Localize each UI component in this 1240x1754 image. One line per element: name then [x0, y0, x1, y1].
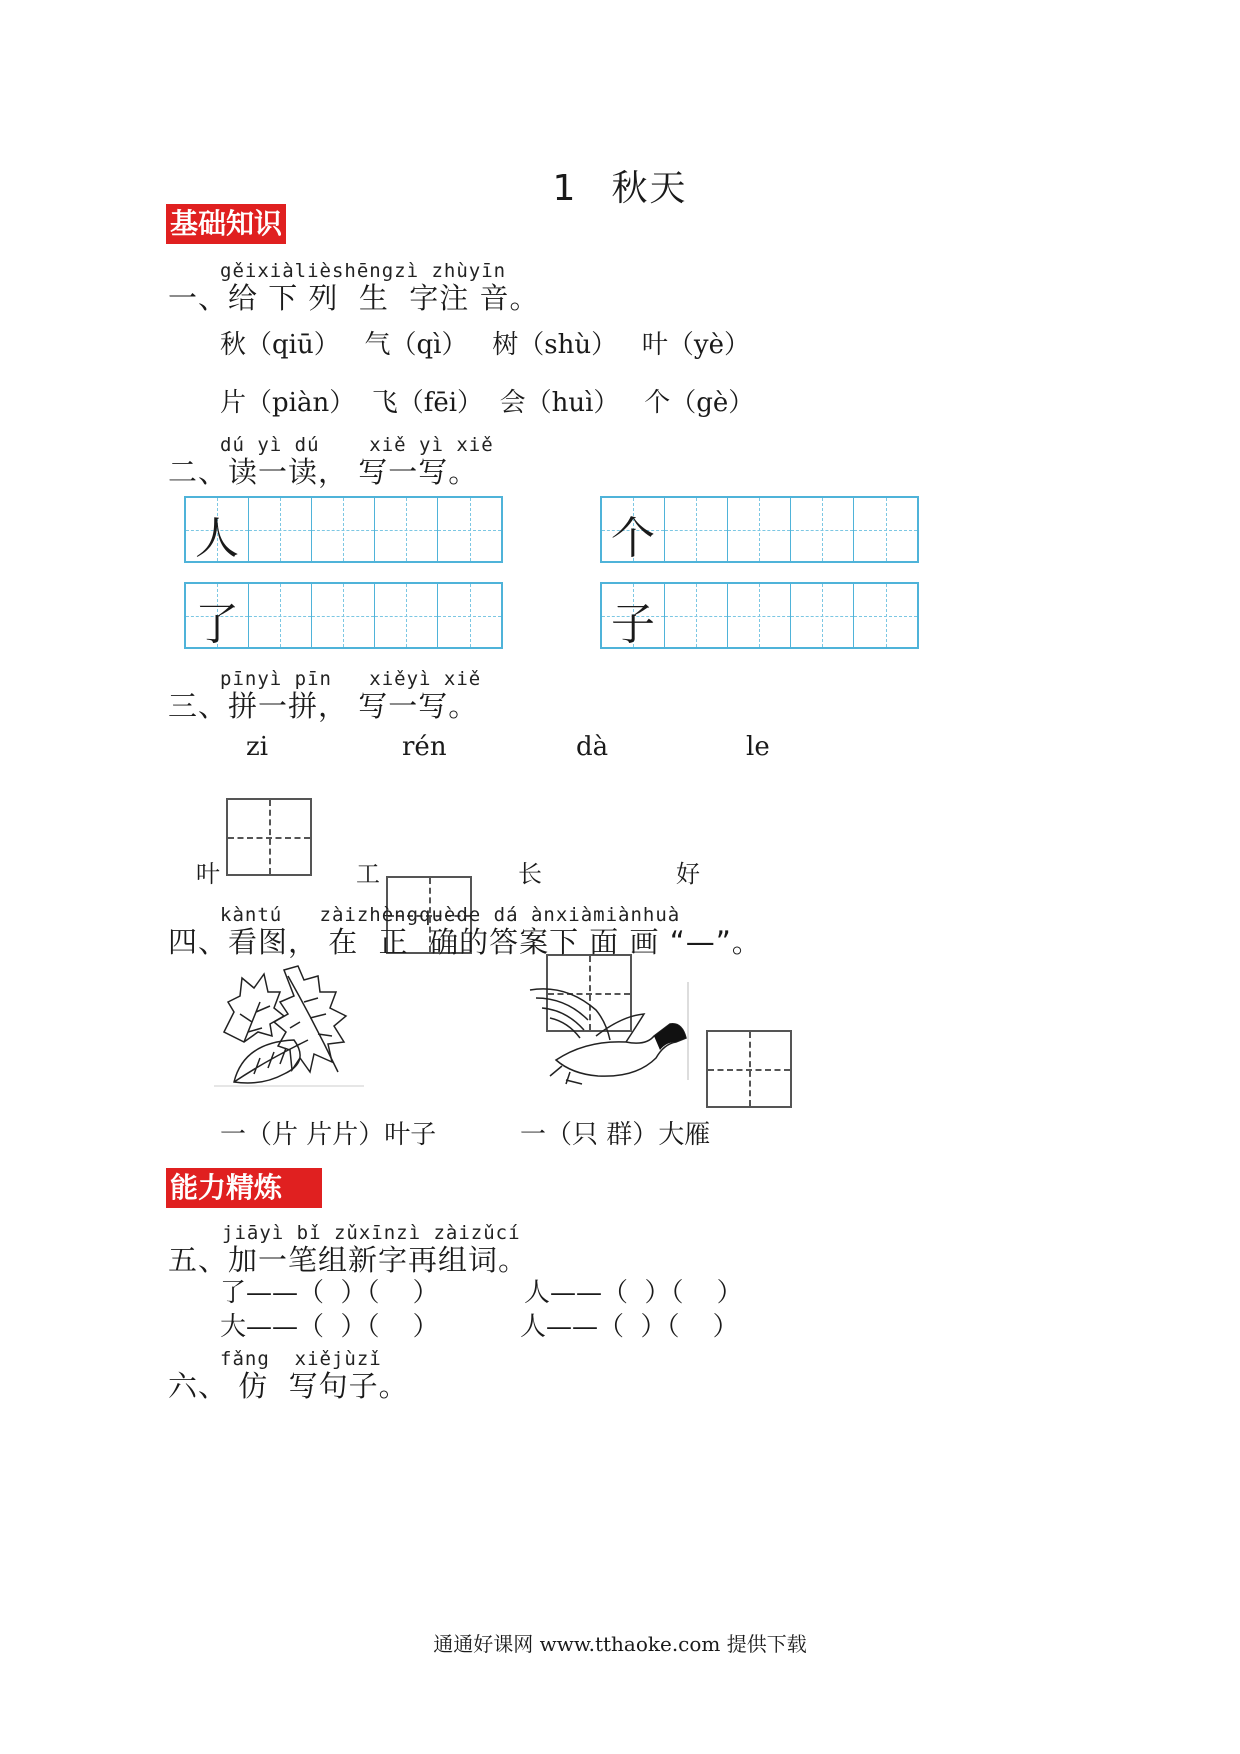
q6-heading: 六、 仿 写句子。: [168, 1369, 409, 1403]
leaves-illustration: [214, 962, 364, 1088]
q3-pinyin: pīnyì pīn xiěyì xiě: [220, 668, 482, 690]
q1-pinyin: gěixiàlièshēngzì zhùyīn: [220, 260, 507, 282]
section-banner-ability: 能力精炼: [166, 1168, 322, 1208]
grid-char: 了: [195, 599, 239, 650]
grid-char: 子: [611, 599, 655, 650]
q6-pinyin: fǎng xiějùzǐ: [220, 1348, 382, 1370]
q3-pinyin-1: zi: [246, 732, 269, 762]
q3-heading: 三、拼一拼， 写一写。: [168, 689, 479, 723]
writing-grid-le[interactable]: [184, 582, 503, 649]
writing-grid-ge[interactable]: [600, 496, 919, 563]
q4-goose-caption: 一（只 群）大雁: [520, 1120, 711, 1150]
lesson-number: 1: [552, 168, 578, 209]
q2-pinyin: dú yì dú xiě yì xiě: [220, 434, 494, 456]
q2-heading: 二、读一读， 写一写。: [168, 455, 479, 489]
q3-box-4[interactable]: [706, 1030, 792, 1108]
q1-heading: 一、给 下 列 生 字注 音。: [168, 281, 540, 315]
goose-illustration: [526, 980, 692, 1090]
q4-pinyin: kàntú zàizhèngquède dá ànxiàmiànhuà: [220, 904, 681, 926]
grid-char: 个: [611, 513, 655, 564]
footer-credit: 通通好课网 www.tthaoke.com 提供下载: [433, 1632, 807, 1656]
q3-pinyin-3: dà: [576, 732, 609, 762]
q3-label-1: 叶: [196, 860, 220, 888]
q5-heading: 五、加一笔组新字再组词。: [168, 1243, 529, 1277]
q5-row1-right: 人——（ ）（ ）: [524, 1278, 743, 1308]
grid-char: 人: [195, 513, 239, 564]
section-banner-basic: 基础知识: [166, 204, 286, 244]
q4-heading: 四、看图， 在 正 确的答案下 面 画 “—”。: [168, 925, 762, 959]
q5-row2-left: 大——（ ）（ ）: [220, 1312, 439, 1342]
q5-pinyin: jiāyì bǐ zǔxīnzì zàizǔcí: [222, 1222, 521, 1244]
q3-box-1[interactable]: [226, 798, 312, 876]
q3-label-3: 长: [518, 860, 542, 888]
q5-row1-left: 了——（ ）（ ）: [220, 1278, 439, 1308]
lesson-title: 秋天: [611, 168, 688, 209]
q3-label-4: 好: [676, 860, 700, 888]
q5-row2-right: 人——（ ）（ ）: [520, 1312, 739, 1342]
writing-grid-ren[interactable]: [184, 496, 503, 563]
q3-label-2: 工: [356, 860, 380, 888]
q4-leaf-caption: 一（片 片片）叶子: [220, 1120, 437, 1150]
q3-pinyin-2: rén: [402, 732, 447, 762]
q1-row1: 秋（qiū） 气（qì） 树（shù） 叶（yè）: [220, 330, 750, 360]
writing-grid-zi[interactable]: [600, 582, 919, 649]
q1-row2: 片（piàn） 飞（fēi） 会（huì） 个（gè）: [220, 388, 755, 418]
q3-pinyin-4: le: [746, 732, 770, 762]
